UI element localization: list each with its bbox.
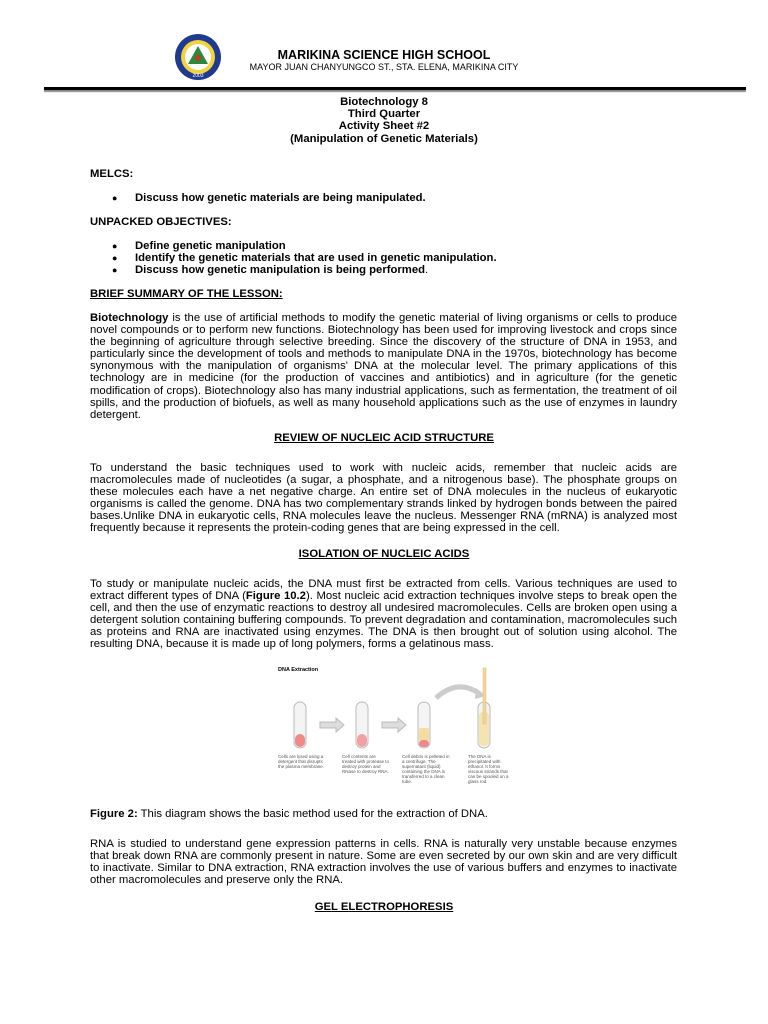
figure-step-4: The DNA is precipitated with ethanol. It forms viscous strands that can be spooled on a glass rod. [468, 754, 509, 784]
review-heading: REVIEW OF NUCLEIC ACID STRUCTURE [274, 432, 494, 444]
bullet-icon: ● [112, 253, 118, 263]
transfer-arrow-icon [436, 687, 480, 698]
school-address: MAYOR JUAN CHANYUNGCO ST., STA. ELENA, MARIKINA CITY [249, 62, 519, 72]
objective-item: ● Define genetic manipulation [112, 240, 286, 252]
caption-label: Figure 2: [90, 808, 138, 820]
melcs-heading: MELCS: [90, 168, 134, 180]
quarter-line: Third Quarter [347, 108, 421, 121]
summary-heading: BRIEF SUMMARY OF THE LESSON: [90, 288, 283, 300]
svg-text:2003: 2003 [192, 73, 204, 79]
header-divider [44, 87, 746, 90]
gel-heading: GEL ELECTROPHORESIS [314, 901, 454, 913]
figure-step-2: Cell contents are treated with protease to destroy protein and RNase to destroy RNA. [342, 754, 390, 774]
activity-title [0, 96, 768, 145]
arrow-icon [382, 718, 406, 732]
isolation-paragraph: To study or manipulate nucleic acids, the DNA must first be extracted from cells. Various techniques are used to extract different types of DNA (Figure 10.2). Most nucleic acid extraction techniques involve steps to break open the cell, and then the use of enzymatic reactions to destroy all undesired macromolecules. Cells are broken open using a detergent solution containing buffering compounds. To prevent degradation and contamination, macromolecules such as proteins and RNA are inactivated using enzymes. The DNA is then brought out of solution using alcohol. The resulting DNA, because it is made up of long polymers, forms a gelatinous mass. [90, 578, 677, 651]
review-paragraph: To understand the basic techniques used to work with nucleic acids, remember that nucleic acids are macromolecules made of nucleotides (a sugar, a phosphate, and a nitrogenous base). The phosphate groups on these molecules each have a net negative charge. An entire set of DNA molecules in the nucleus of eukaryotic organisms is called the genome. DNA has two complementary strands linked by hydrogen bonds between the paired bases.Unlike DNA in eukaryotic cells, RNA molecules leave the nucleus. Messenger RNA (mRNA) is analyzed most frequently because it represents the protein-coding genes that are being expressed in the cell. [90, 462, 677, 535]
glass-rod-icon [483, 668, 486, 724]
bullet-icon: ● [112, 265, 118, 275]
melcs-item: ● Discuss how genetic materials are being manipulated. [112, 192, 426, 204]
lead-term: Biotechnology [90, 312, 169, 324]
bullet-icon: ● [112, 193, 118, 203]
summary-paragraph: Biotechnology is the use of artificial methods to modify the genetic material of living organisms or cells to produce novel compounds or to perform new functions. Biotechnology has been used for improving livestock and crops since the beginning of agriculture through selective breeding. Since the discovery of the structure of DNA in 1953, and particularly since the development of tools and methods to manipulate DNA in the 1970s, biotechnology has become synonymous with the manipulation of organisms' DNA at the molecular level. The primary applications of this technology are in medicine (for the production of vaccines and antibiotics) and in agriculture (for the genetic modification of crops). Biotechnology also has many industrial applications, such as fermentation, the treatment of oil spills, and the production of biofuels, as well as many household applications such as the use of enzymes in laundry detergent. [90, 312, 677, 421]
objectives-heading: UNPACKED OBJECTIVES: [90, 216, 232, 228]
test-tube-4 [478, 668, 490, 748]
figure-title: DNA Extraction [278, 667, 319, 673]
figure-step-3: Cell debris is pelleted in a centrifuge. The supernatant (liquid) containing the DNA is transferred to a clean tube. [402, 754, 450, 784]
bullet-icon: ● [112, 241, 118, 251]
school-name: MARIKINA SCIENCE HIGH SCHOOL [277, 48, 491, 62]
figure-caption: Figure 2: This diagram shows the basic method used for the extraction of DNA. [90, 808, 488, 820]
figure-reference: Figure 10.2 [245, 590, 306, 603]
objective-item: ● Discuss how genetic manipulation is being performed. [112, 264, 429, 276]
test-tube-2 [356, 702, 368, 748]
arrow-icon [320, 718, 344, 732]
figure-step-1: Cells are lysed using a detergent that disrupts the plasma membrane. [278, 754, 325, 769]
isolation-heading: ISOLATION OF NUCLEIC ACIDS [298, 548, 470, 560]
subject-line: Biotechnology 8 [340, 96, 428, 108]
activity-line: Activity Sheet #2 [338, 120, 430, 133]
test-tube-1 [294, 702, 306, 748]
objective-item: ● Identify the genetic materials that are used in genetic manipulation. [112, 252, 497, 264]
topic-line: (Manipulation of Genetic Materials) [290, 132, 478, 145]
test-tube-3 [418, 702, 430, 748]
rna-paragraph: RNA is studied to understand gene expression patterns in cells. RNA is naturally very unstable because enzymes that break down RNA are commonly present in nature. Some are even secreted by our own skin and are very difficult to inactivate. Similar to DNA extraction, RNA extraction involves the use of various buffers and enzymes to inactivate other macromolecules and preserve only the RNA. [90, 838, 677, 887]
